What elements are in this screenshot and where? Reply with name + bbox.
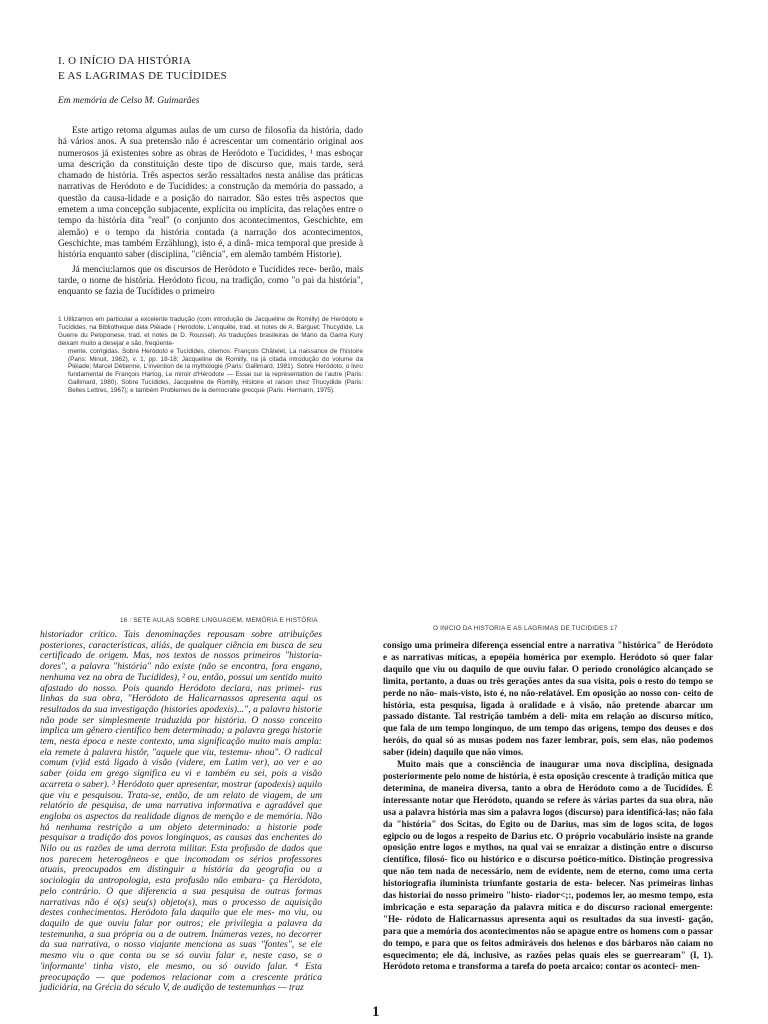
chapter-title-line-1: I. O INÍCIO DA HISTÓRIA bbox=[58, 55, 192, 67]
dedication: Em memória de Celso M. Guimarães bbox=[58, 96, 200, 106]
footnote bbox=[58, 316, 363, 395]
right-paragraph-2: Muito mais que a consciência de inaugurar uma nova disciplina, designada posteriormente pelo nome de história, é esta oposição crescente à tradição mítica que determina, de maneira diversa, tanto a obra de Heródoto como a de Tucídides. É interessante notar que Heródoto, quando se refere às várias partes da sua obra, não usa a palavra história mas sim a palavra logos (discurso) para identificá-las; não fala da "história" dos Scitas, do Egito ou de Darius, mas sim de logos scita, de logos egipcio ou de logos a respeito de Darius etc. O próprio vocabulário insiste na grande oposição entre logos e mythos, na qual vai se enraizar a distinção entre o discurso científico, filosó- fico ou histórico e o discurso poético-mítico. Distinção progressiva que não tem nada de necessário, nem de evidente, nem de eterno, como uma certa historiografia iluminista triunfante gostaria de esta- belecer. Nas primeiras linhas das historiai do nosso primeiro "histo- riador<;:, podemos ler, ao mesmo tempo, esta imbricação e esta separação da palavra mítica e do discurso racional emergente: "He- ródoto de Halicarnassus apresenta aqui os resultados da sua investi- gação, para que a memória dos acontecimentos não se apague entre os homens com o passar do tempo, e para que os feitos admiráveis dos helenos e dos bárbaros não caiam no esquecimento; ele dá, inclusive, as razões pelas quais eles se guerrearam" (I, 1). Heródoto retoma e transforma a tarefa do poeta arcaico: contar os aconteci- men- bbox=[383, 759, 713, 972]
intro-paragraph-1: Este artigo retoma algumas aulas de um curso de filosofia da história, dado há vários anos. A sua pretensão não é acrescentar um comentário original aos numerosos já existentes sobre as obras de Heródoto e Tucídides, ¹ mas esboçar uma descrição da constituição deste tipo de discurso que, mais tarde, será chamado de história. Três aspectos serão ressaltados nesta análise das práticas narrativas de Heródoto e de Tucídides: a construção da memória do passado, a questão da causa-lidade e a posição do narrador. São estes três aspectos que emetem a uma concepção subjacente, explícita ou implícita, das relações entre o tempo da história dita "real" (o conjunto dos acontecimentos, Geschichte, em alemão) e o tempo da história contada (a narração dos acontecimentos, Geschichte, mas também Erzählung), isto é, a dinâ- mica temporal que preside à história enquanto saber (disciplina, "ciência", em alemão também Historie). bbox=[58, 126, 363, 261]
footnote-line-1: 1 Utilizamos em particular a excelente tradução (com introdução de Jacqueline de Romilly) de Heródoto e Tucídides, na Bibliotheque dela Pléiade ( Heródote, L'enquête, trad. et notes de A. Barguet; Thucydide, La Guerre du Peloponese, trad. et notes de D. Roussel). As traduções brasileiras de Mário da Gama Kury deixam muito a desejar e são, freqüente- bbox=[58, 316, 363, 347]
page-marker: 1 bbox=[372, 1004, 380, 1020]
left-column bbox=[40, 630, 322, 994]
right-column bbox=[383, 640, 713, 973]
intro-paragraph-2: Já menciu:lamos que os discursos de Heródoto e Tucídides rece- berão, mais tarde, o nome de história. Heródoto ficou, na tradição, como "o pai da história", enquanto se fazia de Tucídides o primeiro bbox=[58, 264, 363, 298]
left-column-text: historiador crítico. Tais denominações repousam sobre atribuições posteriores, características, aliás, de qualquer ciência em busca de seu certificado de origem. Mas, nos textos de nossos primeiros "historia- dores", a palavra "história" não existe (não se encontra, fora engano, nenhuma vez na obra de Tucídides), ² ou, então, possui um sentido muito afastado do nosso. Pois quando Heródoto declara, nas primei- ras linhas da sua obra, "Heródoto de Halicarnassos apresenta aqui os resultados da sua investigação (histories apodexis)...", a palavra historie não pode ser simplesmente traduzida por história. O nosso conceito implica um gênero científico bem determinado; a palavra grega historie tem, nesta época e neste contexto, uma significação muito mais ampla: ela remete à palavra histôr, "aquele que viu, testemu- nhou". O radical comum (v)id está ligado à visão (videre, em Latim ver), ao ver e ao saber (oida em grego significa eu vi e também eu sei, pois a visão acarreta o saber). ³ Heródoto quer apresentar, mostrar (apodexis) aquilo que viu e pesquisou. Trata-se, então, de um relato de viagem, de um relatório de pesquisa, de uma narrativa informativa e agradável que engloba os aspectos da realidade dignos de menção e de memória. Não há nenhuma restrição a um objeto determinado: a historie pode pesquisar a tradição dos povos longínquos, as causas das enchentes do Nilo ou as razões de uma derrota militar. Esta profusão de dados que nos parecem heterogêneos e que incomodam os sérios professores atuais, preocupados em distinguir a história da geografia ou a sociologia da antropologia, esta profusão não embara- ça Heródoto, pelo contrário. O que diferencia a sua pesquisa de outras formas narrativas não é o(s) seu(s) objeto(s), mas o processo de aquisição destes conhecimentos. Heródoto fala daquilo que ele mes- mo viu, ou daquilo de que ouviu falar por outros; ele privilegia a palavra da testemunha, a sua própria ou a de outrem. Inúmeras vezes, no decorrer da sua narrativa, o nosso viajante menciona as suas "fontes", se ele mesmo viu o que conta ou se só ouviu falar e, neste caso, se o 'informante' tinha visto, ele mesmo, ou só ouvido falar. ⁴ Esta preocupação — que podemos relacionar com a crescente prática judiciária, na Grécia do século V, de audição de testemunhas — traz bbox=[40, 629, 322, 994]
footnote-line-2: mente, corrigidas. Sobre Heródoto e Tucídides, citemos: François Châtelet, La naissance de l'histoire (Paris: Minuit, 1962), v. 1, pp. 18-18; Jacqueline de Romilly, na já citada introdução do volume da Pléiade; Marcel Détienne, L'invention de la mythologie (Paris: Gallimard, 1981). Sobre Heródoto, o livro fundamental de François Hartog, Le miroir d'Hérodote — Essai sur la représentation de l'autre (Paris: Gallimard, 1980). Sobre Tucídides, Jacqueline de Romilly, Histoire et raison chez Thucydide (Paris: Belles Lettres, 1967); e também Problemes de la democratie grecque (Paris: Hermann, 1975). bbox=[68, 347, 363, 395]
intro-text bbox=[58, 126, 363, 301]
right-running-header: O INICIO DA HISTORIA E AS LAGRIMAS DE TUCIDIDES 17 bbox=[433, 625, 618, 632]
right-paragraph-1: consigo uma primeira diferença essencial entre a narrativa "histórica" de Heródoto e as narrativas míticas, a epopéia homérica por exemplo. Heródoto só quer falar daquilo que viu ou daquilo de que ouviu falar. O período cronológico alcançado se limita, portanto, a duas ou três gerações antes da sua visita, pois o resto do tempo se perde no não- mais-visto, isto é, no não-relatável. Em oposição ao nosso con- ceito de história, esta pesquisa, ligada à oralidade e à visão, não pretende abarcar um passado distante. Tal restrição também a deli- mita em relação ao discurso mítico, que fala de um tempo longínquo, de um tempo das origens, tempo dos deuses e dos heróis, do qual só as musas podem nos fazer lembrar, pois, sem elas, não podemos saber (idein) daquilo que não vimos. bbox=[383, 640, 713, 758]
left-running-header: 16 : SETE AULAS SOBRE LINGUAGEM, MEMÓRIA E HISTÓRIA bbox=[120, 617, 318, 624]
chapter-title-line-2: E AS LAGRIMAS DE TUCÍDIDES bbox=[58, 70, 227, 82]
chapter-title bbox=[58, 54, 458, 84]
